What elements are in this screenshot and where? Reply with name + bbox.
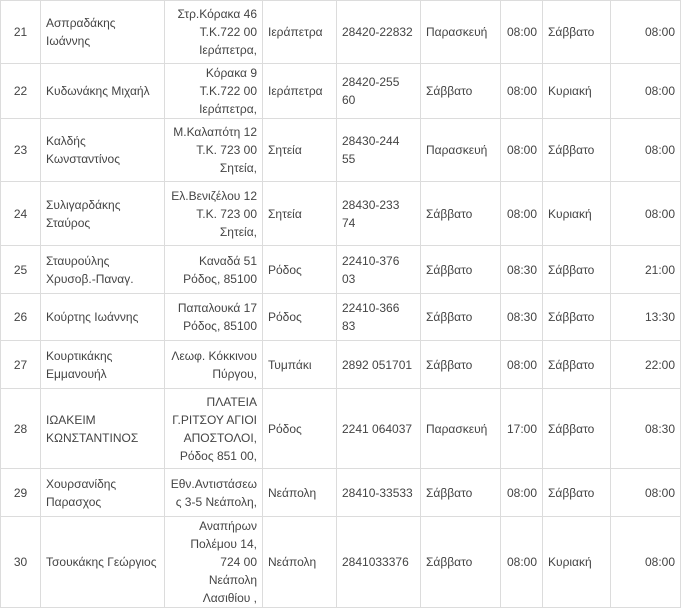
city: Σητεία <box>263 182 337 246</box>
pharmacist-name: Κούρτης Ιωάννης <box>41 294 165 341</box>
city: Νεάπολη <box>263 517 337 608</box>
address: Αναπήρων Πολέμου 14, 724 00 Νεάπολη Λασιθίου , <box>165 517 263 608</box>
phone: 2241 064037 <box>337 389 421 469</box>
address: Εθν.Αντιστάσεως 3-5 Νεάπολη, <box>165 469 263 517</box>
phone: 28430-233 74 <box>337 182 421 246</box>
end-day: Σάββατο <box>543 389 611 469</box>
table-body <box>1 1 681 608</box>
phone: 2841033376 <box>337 517 421 608</box>
end-time: 08:00 <box>611 64 681 119</box>
pharmacist-name: Σταυρούλης Χρυσοβ.-Παναγ. <box>41 246 165 294</box>
table-row <box>1 64 681 119</box>
start-time: 08:30 <box>501 246 543 294</box>
row-number: 24 <box>1 182 41 246</box>
address: Λεωφ. Κόκκινου Πύργου, <box>165 341 263 389</box>
table-row <box>1 182 681 246</box>
start-time: 08:00 <box>501 119 543 182</box>
row-number: 27 <box>1 341 41 389</box>
start-time: 08:00 <box>501 64 543 119</box>
end-day: Σάββατο <box>543 1 611 64</box>
phone: 28430-244 55 <box>337 119 421 182</box>
end-time: 21:00 <box>611 246 681 294</box>
phone: 22410-366 83 <box>337 294 421 341</box>
table-row <box>1 341 681 389</box>
row-number: 26 <box>1 294 41 341</box>
address: ΠΛΑΤΕΙΑ Γ.ΡΙΤΣΟΥ ΑΓΙΟΙ ΑΠΟΣΤΟΛΟΙ, Ρόδος 851 00, <box>165 389 263 469</box>
end-day: Κυριακή <box>543 64 611 119</box>
start-day: Σάββατο <box>421 294 501 341</box>
phone: 2892 051701 <box>337 341 421 389</box>
start-day: Σάββατο <box>421 246 501 294</box>
end-time: 08:30 <box>611 389 681 469</box>
city: Σητεία <box>263 119 337 182</box>
table-row <box>1 119 681 182</box>
phone: 28410-33533 <box>337 469 421 517</box>
table-row <box>1 294 681 341</box>
city: Ρόδος <box>263 294 337 341</box>
city: Ρόδος <box>263 389 337 469</box>
table-row <box>1 246 681 294</box>
end-day: Κυριακή <box>543 517 611 608</box>
city: Ρόδος <box>263 246 337 294</box>
row-number: 28 <box>1 389 41 469</box>
pharmacist-name: Συλιγαρδάκης Σταύρος <box>41 182 165 246</box>
row-number: 22 <box>1 64 41 119</box>
start-time: 08:30 <box>501 294 543 341</box>
address: Παπαλουκά 17 Ρόδος, 85100 <box>165 294 263 341</box>
end-time: 08:00 <box>611 182 681 246</box>
row-number: 21 <box>1 1 41 64</box>
end-time: 22:00 <box>611 341 681 389</box>
start-time: 08:00 <box>501 469 543 517</box>
end-time: 08:00 <box>611 517 681 608</box>
city: Ιεράπετρα <box>263 1 337 64</box>
end-day: Σάββατο <box>543 341 611 389</box>
table-row <box>1 389 681 469</box>
end-day: Σάββατο <box>543 246 611 294</box>
address: Καναδά 51 Ρόδος, 85100 <box>165 246 263 294</box>
start-day: Σάββατο <box>421 341 501 389</box>
start-time: 17:00 <box>501 389 543 469</box>
start-time: 08:00 <box>501 182 543 246</box>
city: Ιεράπετρα <box>263 64 337 119</box>
table-row <box>1 517 681 608</box>
end-time: 08:00 <box>611 469 681 517</box>
address: Ελ.Βενιζέλου 12 Τ.Κ. 723 00 Σητεία, <box>165 182 263 246</box>
phone: 28420-255 60 <box>337 64 421 119</box>
start-day: Παρασκευή <box>421 1 501 64</box>
phone: 28420-22832 <box>337 1 421 64</box>
end-day: Σάββατο <box>543 119 611 182</box>
start-time: 08:00 <box>501 341 543 389</box>
table-row <box>1 1 681 64</box>
pharmacist-name: Καλδής Κωνσταντίνος <box>41 119 165 182</box>
end-time: 08:00 <box>611 119 681 182</box>
row-number: 25 <box>1 246 41 294</box>
end-time: 13:30 <box>611 294 681 341</box>
row-number: 30 <box>1 517 41 608</box>
table-row <box>1 469 681 517</box>
end-day: Κυριακή <box>543 182 611 246</box>
pharmacist-name: Χουρσανίδης Παρασχος <box>41 469 165 517</box>
pharmacist-name: Κουρτικάκης Εμμανουήλ <box>41 341 165 389</box>
row-number: 23 <box>1 119 41 182</box>
city: Νεάπολη <box>263 469 337 517</box>
row-number: 29 <box>1 469 41 517</box>
end-day: Σάββατο <box>543 469 611 517</box>
start-day: Σάββατο <box>421 469 501 517</box>
start-time: 08:00 <box>501 517 543 608</box>
start-day: Σάββατο <box>421 64 501 119</box>
address: Στρ.Κόρακα 46 Τ.Κ.722 00 Ιεράπετρα, <box>165 1 263 64</box>
phone: 22410-376 03 <box>337 246 421 294</box>
pharmacist-name: Ασπραδάκης Ιωάννης <box>41 1 165 64</box>
end-day: Σάββατο <box>543 294 611 341</box>
address: Μ.Καλαπότη 12 Τ.Κ. 723 00 Σητεία, <box>165 119 263 182</box>
pharmacist-name: Τσουκάκης Γεώργιος <box>41 517 165 608</box>
start-day: Σάββατο <box>421 517 501 608</box>
city: Τυμπάκι <box>263 341 337 389</box>
address: Κόρακα 9 Τ.Κ.722 00 Ιεράπετρα, <box>165 64 263 119</box>
pharmacist-name: ΙΩΑΚΕΙΜ ΚΩΝΣΤΑΝΤΙΝΟΣ <box>41 389 165 469</box>
start-day: Σάββατο <box>421 182 501 246</box>
start-day: Παρασκευή <box>421 119 501 182</box>
pharmacist-name: Κυδωνάκης Μιχαήλ <box>41 64 165 119</box>
start-time: 08:00 <box>501 1 543 64</box>
end-time: 08:00 <box>611 1 681 64</box>
start-day: Παρασκευή <box>421 389 501 469</box>
